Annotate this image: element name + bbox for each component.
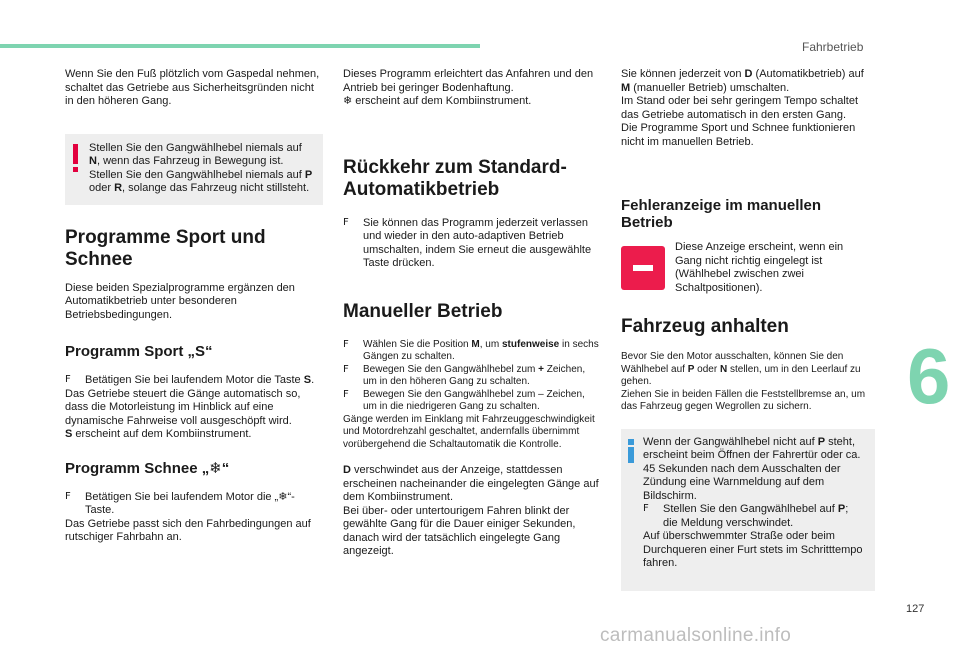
info-bullet: F Stellen Sie den Gangwählhebel auf P; die Meldung verschwindet. (643, 503, 849, 529)
warning-text-2: Stellen Sie den Gangwählhebel niemals auf P oder R, solange das Fahrzeug nicht stillsteht. (89, 168, 313, 194)
manual-bullet-2: F Bewegen Sie den Gangwählhebel zum + Zeichen, um in den höheren Gang zu schalten. (343, 363, 586, 387)
column-3 (621, 68, 875, 591)
warning-text-1: Stellen Sie den Gangwählhebel niemals auf N, wenn das Fahrzeug in Bewegung ist. (89, 141, 302, 167)
manual-bullet-3: F Bewegen Sie den Gangwählhebel zum – Zeichen, um in die niedrigeren Gang zu schalten. (343, 388, 585, 412)
programs-manual-text: Die Programme Sport und Schnee funktionieren nicht im manuellen Betrieb. (621, 122, 856, 148)
d-text-2: Bei über- oder untertourigem Fahren blinkt der gewählte Gang für die Dauer einiger Sekunden, danach wird der tatsächlich eingelegte Gang angezeigt. (343, 504, 576, 557)
column-1 (65, 68, 323, 545)
sport-text-2: S erscheint auf dem Kombiinstrument. (65, 428, 252, 440)
warning-box (65, 134, 323, 205)
page-number: 127 (906, 603, 925, 615)
return-bullet: F Sie können das Programm jederzeit verlassen und wieder in den auto-adaptiven Betrieb umschalten, indem Sie erneut die ausgewählte Taste drücken. (343, 216, 592, 269)
warning-icon (73, 144, 78, 172)
programs-text: Diese beiden Spezialprogramme ergänzen den Automatikbetrieb unter besonderen Betriebsbedingungen. (65, 281, 295, 321)
stop-text-2: Ziehen Sie in beiden Fällen die Feststellbremse an, um das Fahrzeug gegen Wegrollen zu sichern. (621, 388, 866, 412)
manual-list (343, 339, 601, 452)
heading-snow: Programm Schnee „❄“ (65, 459, 230, 477)
watermark: carmanualsonline.info (600, 625, 792, 646)
gear-fault-icon (621, 246, 665, 290)
bullet-icon: F (343, 388, 349, 400)
stop-block (621, 351, 875, 414)
sport-bullet: F Betätigen Sie bei laufendem Motor die Taste S. (65, 374, 315, 386)
chapter-number: 6 (907, 332, 951, 420)
heading-programs: Programme Sport und Schnee (65, 226, 266, 270)
snow-text: Das Getriebe passt sich den Fahrbedingungen auf rutschiger Fahrbahn an. (65, 517, 311, 543)
fault-block (621, 241, 875, 297)
info-text-1: Wenn der Gangwählhebel nicht auf P steht, erscheint beim Öffnen der Fahrertür oder ca. 45 Sekunden nach dem Ausschalten der Zündung eine Warnmeldung auf dem Bildschirm. (643, 435, 861, 502)
section-title: Fahrbetrieb (802, 40, 864, 54)
fault-text: Diese Anzeige erscheint, wenn ein Gang nicht richtig eingelegt ist (Wählhebel zwischen zwei Schaltpositionen). (675, 241, 844, 294)
heading-stop: Fahrzeug anhalten (621, 316, 789, 337)
bullet-icon: F (343, 216, 349, 228)
bullet-icon: F (343, 338, 349, 350)
bullet-icon: F (343, 363, 349, 375)
d-text: D verschwindet aus der Anzeige, stattdessen erscheinen nacheinander die eingelegten Gänge auf dem Kombiinstrument. (343, 464, 599, 503)
snow-cont-text: Dieses Programm erleichtert das Anfahren und den Antrieb bei geringer Bodenhaftung. (343, 68, 594, 94)
manual-text: Gänge werden im Einklang mit Fahrzeuggeschwindigkeit und Motordrehzahl geschaltet, andernfalls übernimmt vorübergehend die Schaltautomatik die Kontrolle. (343, 413, 595, 450)
header-accent-bar (0, 44, 480, 48)
heading-sport: Programm Sport „S“ (65, 343, 213, 360)
bullet-icon: F (65, 490, 71, 502)
info-text-2: Auf überschwemmter Straße oder beim Durchqueren einer Furt stets im Schritttempo fahren. (643, 530, 863, 569)
heading-manual: Manueller Betrieb (343, 300, 503, 322)
sport-text: Das Getriebe steuert die Gänge automatisch so, dass die Motorleistung im Hinblick auf eine dynamische Fahrweise voll ausgeschöpft wird. (65, 387, 301, 427)
intro-text: Wenn Sie den Fuß plötzlich vom Gaspedal nehmen, schaltet das Getriebe aus Sicherheitsgründen nicht in den höheren Gang. (65, 68, 320, 107)
column-2 (343, 68, 601, 559)
heading-fault: Fehleranzeige im manuellen Betrieb (621, 197, 822, 231)
snow-bullet: F Betätigen Sie bei laufendem Motor die „❄“-Taste. (65, 490, 295, 516)
stop-text: Bevor Sie den Motor ausschalten, können Sie den Wählhebel auf P oder N stellen, um in den Leerlauf zu gehen. (621, 351, 861, 387)
manual-bullet-1: F Wählen Sie die Position M, um stufenweise in sechs Gängen zu schalten. (343, 338, 599, 362)
switch-text: Sie können jederzeit von D (Automatikbetrieb) auf M (manueller Betrieb) umschalten. (621, 68, 864, 94)
snow-cont-text-2: ❄ erscheint auf dem Kombiinstrument. (343, 95, 532, 107)
bullet-icon: F (643, 503, 649, 514)
info-icon (628, 439, 635, 463)
bullet-icon: F (65, 374, 71, 385)
stand-text: Im Stand oder bei sehr geringem Tempo schaltet das Getriebe automatisch in den ersten Gang. (621, 95, 859, 121)
heading-return: Rückkehr zum Standard-Automatikbetrieb (343, 156, 567, 200)
info-box (621, 429, 875, 591)
